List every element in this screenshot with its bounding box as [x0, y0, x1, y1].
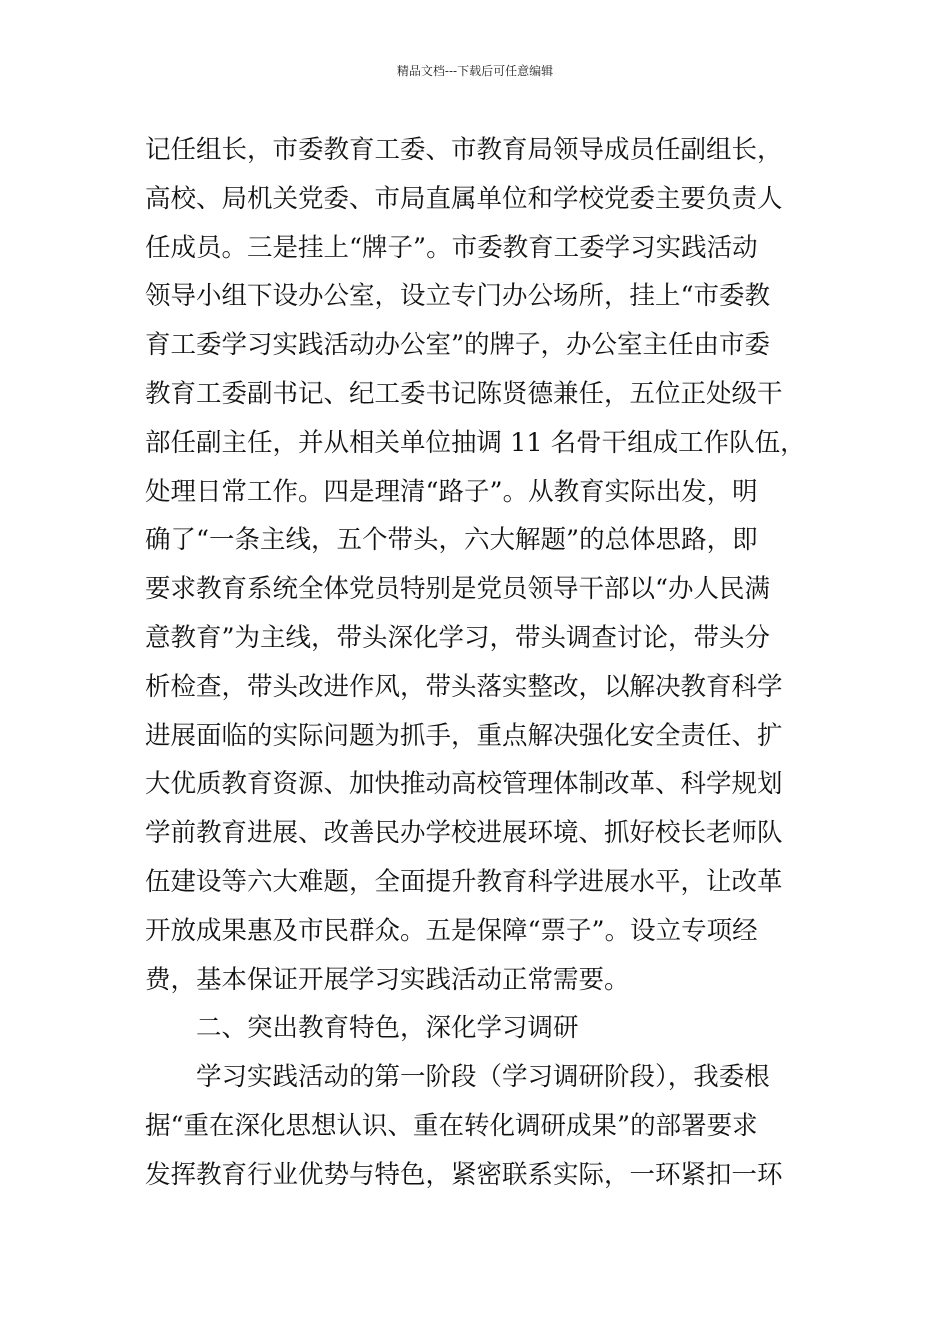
text-line: 发挥教育行业优势与特色，紧密联系实际，一环紧扣一环 — [145, 1159, 783, 1190]
text-line: 大优质教育资源、加快推动高校管理体制改革、科学规划 — [145, 769, 783, 800]
text-line: 伍建设等六大难题，全面提升教育科学进展水平，让改革 — [145, 866, 783, 897]
text-line: 开放成果惠及市民群众。五是保障“票子”。设立专项经 — [145, 915, 758, 946]
text-line: 任成员。三是挂上“牌子”。市委教育工委学习实践活动 — [145, 232, 758, 263]
text-line: 学前教育进展、改善民办学校进展环境、抓好校长老师队 — [145, 818, 783, 849]
text-line: 育工委学习实践活动办公室”的牌子，办公室主任由市委 — [145, 330, 771, 361]
text-line: 析检查，带头改进作风，带头落实整改，以解决教育科学 — [145, 671, 783, 702]
text-line: 据“重在深化思想认识、重在转化调研成果”的部署要求 — [145, 1110, 758, 1141]
text-line: 进展面临的实际问题为抓手，重点解决强化安全责任、扩 — [145, 720, 783, 751]
text-line: 记任组长，市委教育工委、市教育局领导成员任副组长， — [145, 135, 783, 165]
page-header: 精品文档---下载后可任意编辑 — [396, 64, 554, 78]
text-line: 费，基本保证开展学习实践活动正常需要。 — [145, 964, 630, 995]
text-line: 要求教育系统全体党员特别是党员领导干部以“办人民满 — [145, 574, 771, 605]
paragraph-start: 学习实践活动的第一阶段（学习调研阶段），我委根 — [196, 1062, 770, 1093]
text-line: 高校、局机关党委、市局直属单位和学校党委主要负责人 — [145, 183, 783, 214]
text-line: 处理日常工作。四是理清“路子”。从教育实际出发，明 — [145, 476, 758, 507]
text-line: 领导小组下设办公室，设立专门办公场所，挂上“市委教 — [145, 281, 771, 312]
section-heading: 二、突出教育特色，深化学习调研 — [196, 1013, 579, 1044]
text-line: 部任副主任，并从相关单位抽调 11 名骨干组成工作队伍， — [145, 427, 806, 458]
text-line: 确了“一条主线，五个带头，六大解题”的总体思路，即 — [145, 525, 758, 556]
text-line: 教育工委副书记、纪工委书记陈贤德兼任，五位正处级干 — [145, 378, 783, 409]
text-line: 意教育”为主线，带头深化学习，带头调查讨论，带头分 — [145, 622, 771, 653]
document-body — [145, 126, 810, 1200]
